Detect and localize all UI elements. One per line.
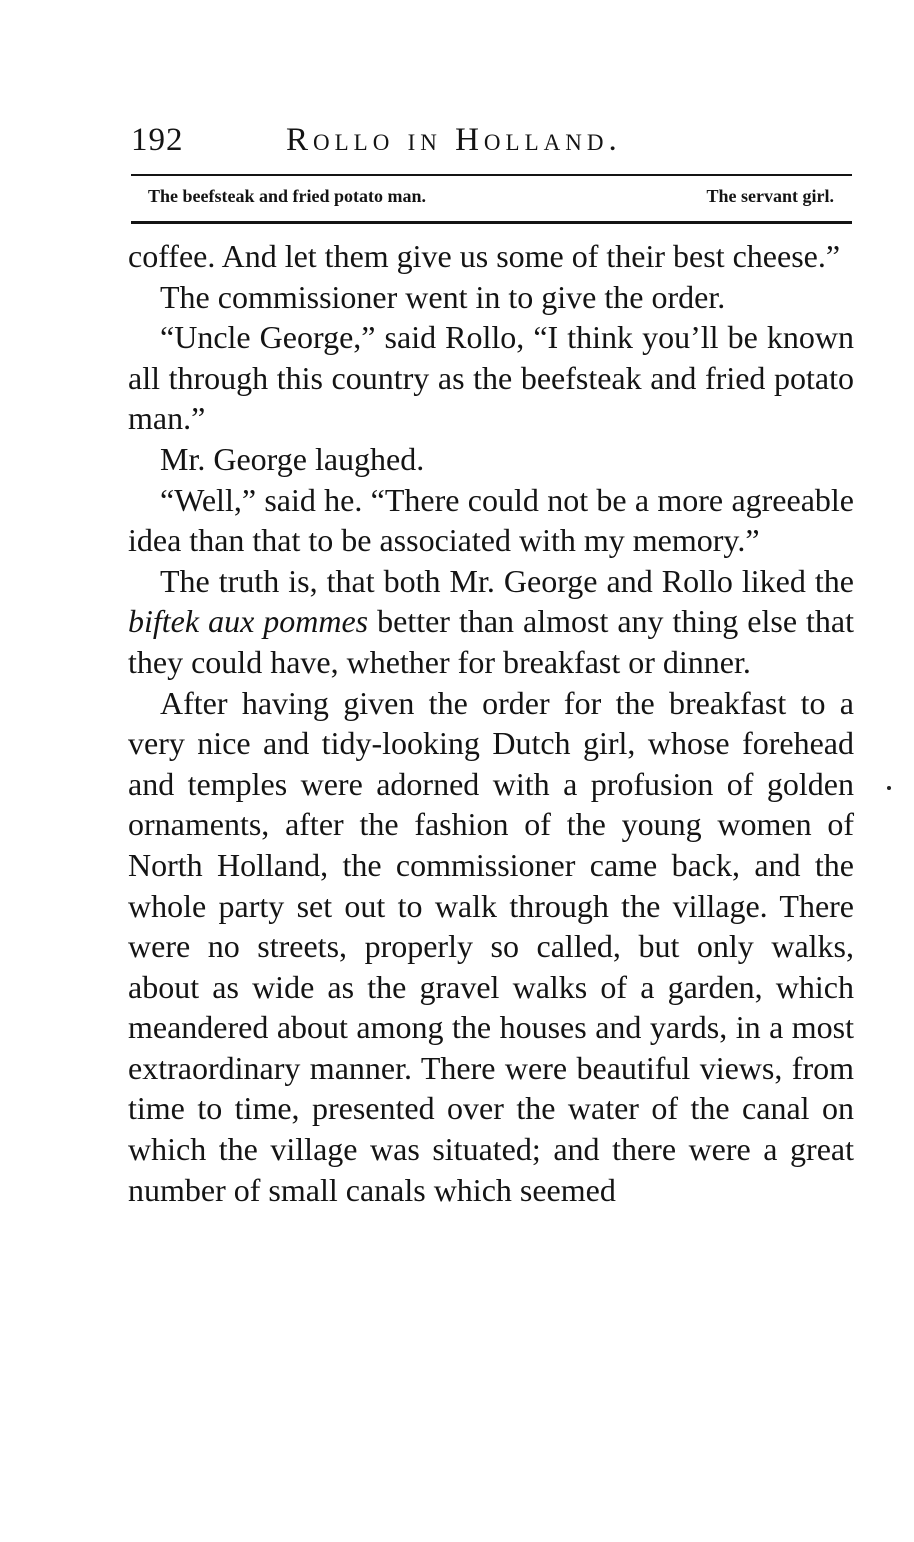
paragraph-2: The commissioner went in to give the order. [160, 278, 726, 315]
paragraph-6-start: The truth is, that both Mr. George and Rollo liked the [160, 562, 854, 599]
header-rule-top [131, 174, 852, 176]
italic-phrase: biftek aux pommes [128, 603, 369, 640]
subhead-left: The beefsteak and fried potato man. [148, 186, 426, 206]
ink-speck [887, 786, 891, 790]
page-number: 192 [131, 122, 184, 158]
paragraph-6 [128, 561, 854, 683]
running-title: Rollo in Holland. [286, 122, 622, 158]
paragraph-4: Mr. George laughed. [160, 440, 425, 477]
paragraph-7: After having given the order for the breakfast to a very nice and tidy-looking Dutch girl, whose forehead and temples were adorned with a profusion of golden ornaments, after the fashion of the young women of North Holland, the commissioner came back, and the whole party set out to walk through the village. There were no streets, properly so called, but only walks, about as wide as the gravel walks of a garden, which meandered about among the houses and yards, in a most extraordinary manner. There were beautiful views, from time to time, presented over the water of the canal on which the village was situated; and there were a great number of small canals which seemed [128, 684, 854, 1208]
paragraph-6-end: better than almost any thing else that they could have, whether for breakfast or dinner. [128, 603, 854, 680]
subhead-right: The servant girl. [706, 186, 834, 206]
running-head [128, 118, 854, 168]
header-rule-bottom [131, 221, 852, 224]
body-text [128, 236, 854, 1210]
paragraph-1: coffee. And let them give us some of their best cheese.” [128, 238, 841, 274]
paragraph-3: “Uncle George,” said Rollo, “I think you’ll be known all through this country as the beefsteak and fried potato man.” [128, 319, 854, 437]
paragraph-5: “Well,” said he. “There could not be a more agreeable idea than that to be associated with my memory.” [128, 481, 854, 559]
